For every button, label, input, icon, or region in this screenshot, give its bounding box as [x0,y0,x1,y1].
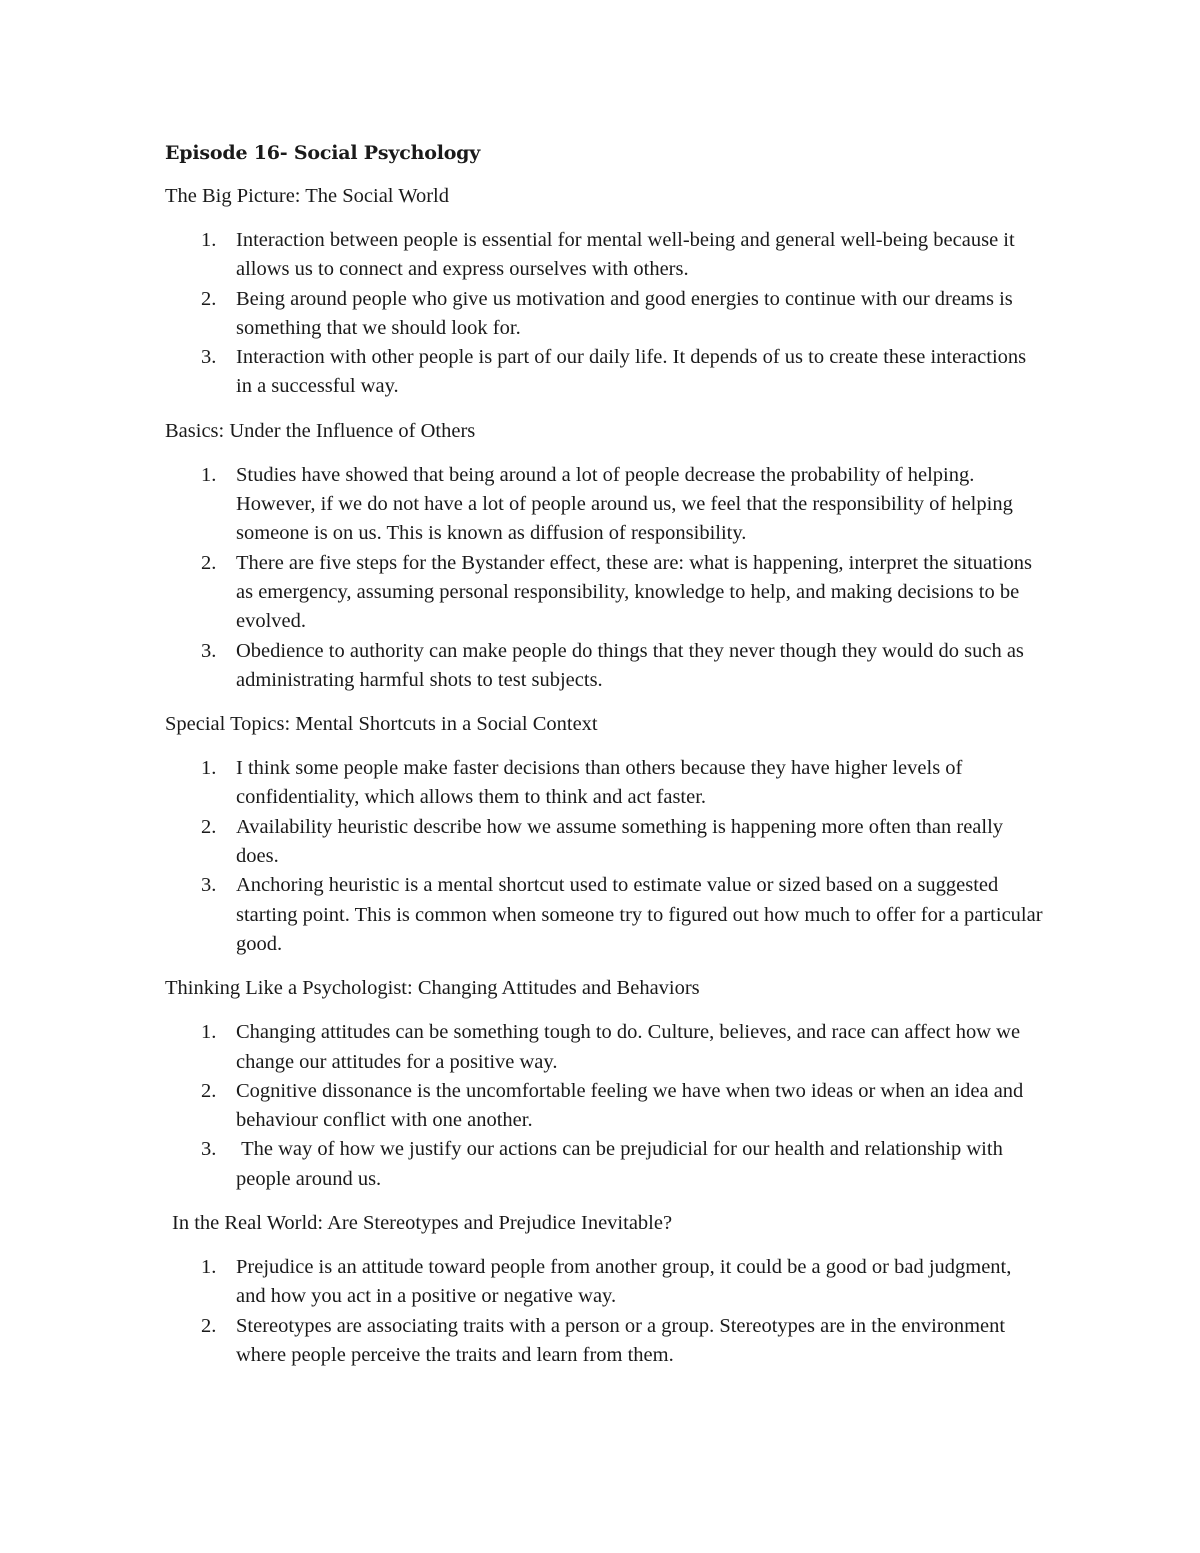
list-item [165,754,1045,813]
list-item [165,813,1045,872]
item-text: Interaction between people is essential for mental well-being and general well-being because it allows us to connect and express ourselves with others. [236,229,1015,281]
numbered-list [165,1018,1045,1194]
document-title: Episode 16- Social Psychology [165,142,481,164]
list-item [165,1135,1045,1194]
numbered-list [165,754,1045,959]
item-text: Changing attitudes can be something tough to do. Culture, believes, and race can affect how we change our attitudes for a positive way. [236,1021,1021,1073]
item-text: Stereotypes are associating traits with a person or a group. Stereotypes are in the environment where people perceive the traits and learn from them. [236,1314,1006,1366]
list-item [165,871,1045,959]
item-text: Obedience to authority can make people do things that they never though they would do such as administrating harmful shots to test subjects. [236,639,1024,691]
item-text: Anchoring heuristic is a mental shortcut used to estimate value or sized based on a suggested starting point. This is common when someone try to figured out how much to offer for a particular good. [236,874,1043,955]
item-text: The way of how we justify our actions can be prejudicial for our health and relationship with people around us. [236,1138,1008,1190]
list-item [165,1018,1045,1077]
section-thinking-like-psychologist [165,974,1045,1194]
item-number: 2. [201,287,217,310]
item-text: Studies have showed that being around a lot of people decrease the probability of helping. However, if we do not have a lot of people around us, we feel that the responsibility of helping someone is on us. This is known as diffusion of responsibility. [236,463,1013,545]
section-basics [165,417,1045,695]
section-heading: Thinking Like a Psychologist: Changing Attitudes and Behaviors [165,977,700,1000]
item-number: 2. [201,551,217,574]
item-number: 1. [201,229,217,251]
item-number: 3. [201,874,217,897]
section-heading: Basics: Under the Influence of Others [165,419,476,442]
list-item [165,226,1045,285]
item-text: Availability heuristic describe how we assume something is happening more often than really does. [236,815,1004,868]
document-page [165,138,1045,1385]
item-number: 3. [201,1138,217,1161]
numbered-list [165,461,1045,695]
item-text: Prejudice is an attitude toward people from another group, it could be a good or bad judgment, and how you act in a positive or negative way. [236,1256,1012,1308]
list-item [165,1253,1045,1312]
item-number: 2. [201,1079,217,1102]
numbered-list [165,1253,1045,1370]
item-number: 2. [201,815,217,838]
item-number: 1. [201,463,217,486]
item-text: I think some people make faster decisions than others because they have higher levels of confidentiality, which allows them to think and act faster. [236,757,963,809]
list-item [165,549,1045,637]
item-text: Being around people who give us motivation and good energies to continue with our dreams is something that we should look for. [236,287,1013,339]
item-number: 3. [201,639,217,662]
numbered-list [165,226,1045,402]
list-item [165,285,1045,344]
item-number: 1. [201,1021,217,1044]
list-item [165,637,1045,696]
item-number: 1. [201,757,217,780]
list-item [165,1312,1045,1371]
section-special-topics [165,710,1045,959]
item-number: 3. [201,346,217,369]
section-big-picture [165,182,1045,402]
section-heading: Special Topics: Mental Shortcuts in a Social Context [165,713,598,736]
item-number: 2. [201,1314,217,1337]
item-number: 1. [201,1256,217,1279]
list-item [165,1077,1045,1136]
item-text: Cognitive dissonance is the uncomfortable feeling we have when two ideas or when an idea and behaviour conflict with one another. [236,1079,1024,1132]
item-text: Interaction with other people is part of our daily life. It depends of us to create these interactions in a successful way. [236,346,1027,398]
section-real-world [165,1209,1045,1370]
list-item [165,461,1045,549]
item-text: There are five steps for the Bystander effect, these are: what is happening, interpret the situations as emergency, assuming personal responsibility, knowledge to help, and making decisions to be evolved. [236,551,1032,633]
section-heading: The Big Picture: The Social World [165,185,449,207]
section-heading: In the Real World: Are Stereotypes and Prejudice Inevitable? [172,1212,673,1235]
list-item [165,343,1045,402]
